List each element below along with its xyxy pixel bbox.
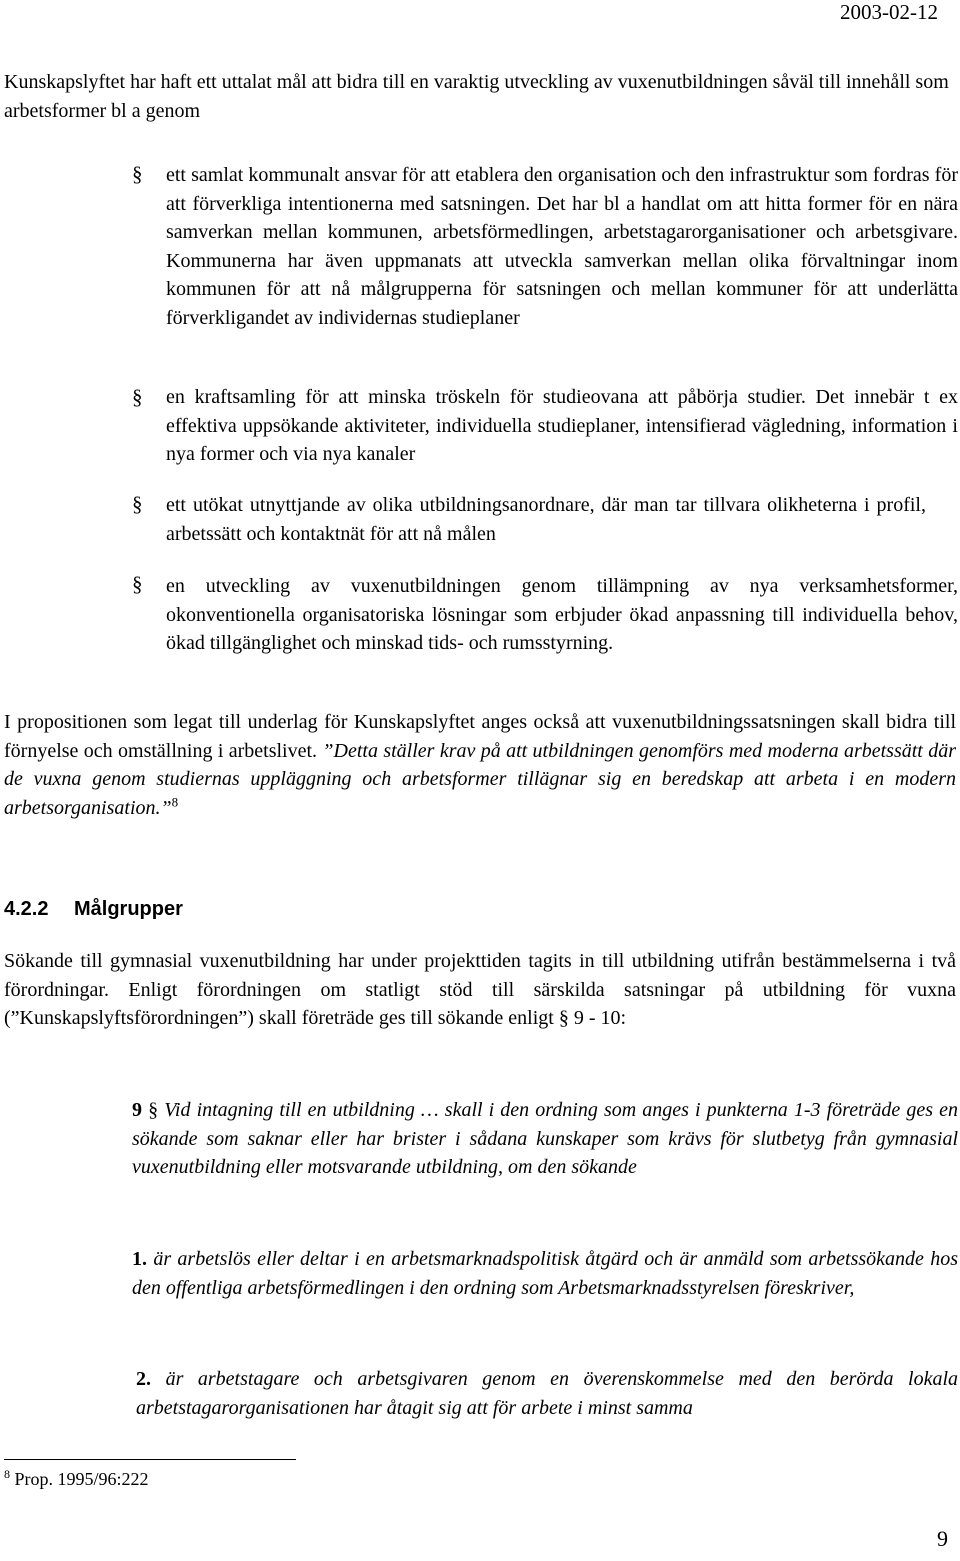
section-heading [4,898,183,921]
footnote-divider [4,1459,296,1460]
regulation-item-text: är arbetstagare och arbetsgivaren genom en överenskommelse med den berörda lokala arbetstagarorganisationen har åtagit sig att för arbete i minst samma [136,1368,959,1419]
page-number: 9 [937,1526,948,1551]
section-number: 4.2.2 [4,898,49,920]
bullet-item: ett utökat utnyttjande av olika utbildningsanordnare, där man tar tillvara olikheterna i profil, arbetssätt och kontaktnät för att nå målen [166,494,926,545]
regulation-intro-text: Vid intagning till en utbildning … skall i den ordning som anges i punkterna 1-3 företräde ges en sökande som saknar eller har brister i sådana kunskaper som krävs för slutbetyg från gymnasial vuxenutbildning eller motsvarande utbildning, om den sökande [132,1099,959,1178]
regulation-item [132,1245,958,1302]
proposition-quote: ”Detta ställer krav på att utbildningen genomförs med moderna arbetssätt där de vuxna genom studiernas uppläggning och arbetsformer tillägnar sig en beredskap att arbeta i en modern arbetsorganisation.” [4,739,957,819]
regulation-paragraph-number: 9 [132,1099,142,1121]
target-text: Sökande till gymnasial vuxenutbildning har under projekttiden tagits in till utbildning utifrån bestämmelserna i två förordningar. Enligt förordningen om statligt stöd till särskilda satsningar på utbildning för vuxna (”Kunskapslyftsförordningen”) skall företräde ges till sökande enligt [4,950,956,1029]
regulation-item-number: 2. [136,1368,151,1390]
paragraph-symbol: § [558,1007,569,1029]
footnote-reference: 8 [171,793,179,809]
bullet-symbol: § [132,492,143,516]
regulation-item [136,1365,958,1422]
footnote-text: Prop. 1995/96:222 [14,1469,149,1489]
target-tail: 9 - 10: [573,1007,627,1029]
intro-paragraph: Kunskapslyftet har haft ett uttalat mål att bidra till en varaktig utveckling av vuxenutbildningen såväl till innehåll som arbetsformer bl a genom [4,71,949,122]
regulation-symbol: § [148,1099,159,1121]
regulation-intro [132,1096,958,1182]
proposition-paragraph [4,708,956,822]
target-paragraph [4,947,956,1033]
bullet-item: en kraftsamling för att minska tröskeln för studieovana att påbörja studier. Det innebär t ex effektiva uppsökande aktiviteter, individuella studieplaner, intensifierad vägledning, information i nya former och via nya kanaler [166,386,958,465]
regulation-item-text: är arbetslös eller deltar i en arbetsmarknadspolitisk åtgärd och är anmäld som arbetssökande hos den offentliga arbetsförmedlingen i den ordning som Arbetsmarknadsstyrelsen föreskriver, [132,1248,959,1299]
footnote [4,1469,149,1490]
section-title: Målgrupper [74,898,183,920]
proposition-text: I propositionen som legat till underlag för Kunskapslyftet anges också att vuxenutbildningssatsningen skall bidra till förnyelse och omställning i arbetslivet. [4,711,956,762]
footnote-number: 8 [4,1467,10,1481]
bullet-item: ett samlat kommunalt ansvar för att etablera den organisation och den infrastruktur som fordras för att förverkliga intentionerna med satsningen. Det har bl a handlat om att hitta former för en nära samverkan mellan kommunen, arbetsförmedlingen, arbetstagarorganisationer och arbetsgivare. Kommunerna har även uppmanats att utveckla samverkan mellan olika förvaltningar inom kommunen för att nå målgrupperna för satsningen och mellan kommuner för att underlätta förverkligandet av individernas studieplaner [166,164,958,329]
bullet-symbol: § [132,385,143,409]
page-date: 2003-02-12 [840,0,938,24]
bullet-symbol: § [132,572,143,596]
regulation-item-number: 1. [132,1248,147,1270]
bullet-symbol: § [132,162,143,186]
bullet-item: en utveckling av vuxenutbildningen genom tillämpning av nya verksamhetsformer, okonventionella organisatoriska lösningar som erbjuder ökad anpassning till individuella behov, ökad tillgänglighet och minskad tids- och rumsstyrning. [166,575,958,654]
